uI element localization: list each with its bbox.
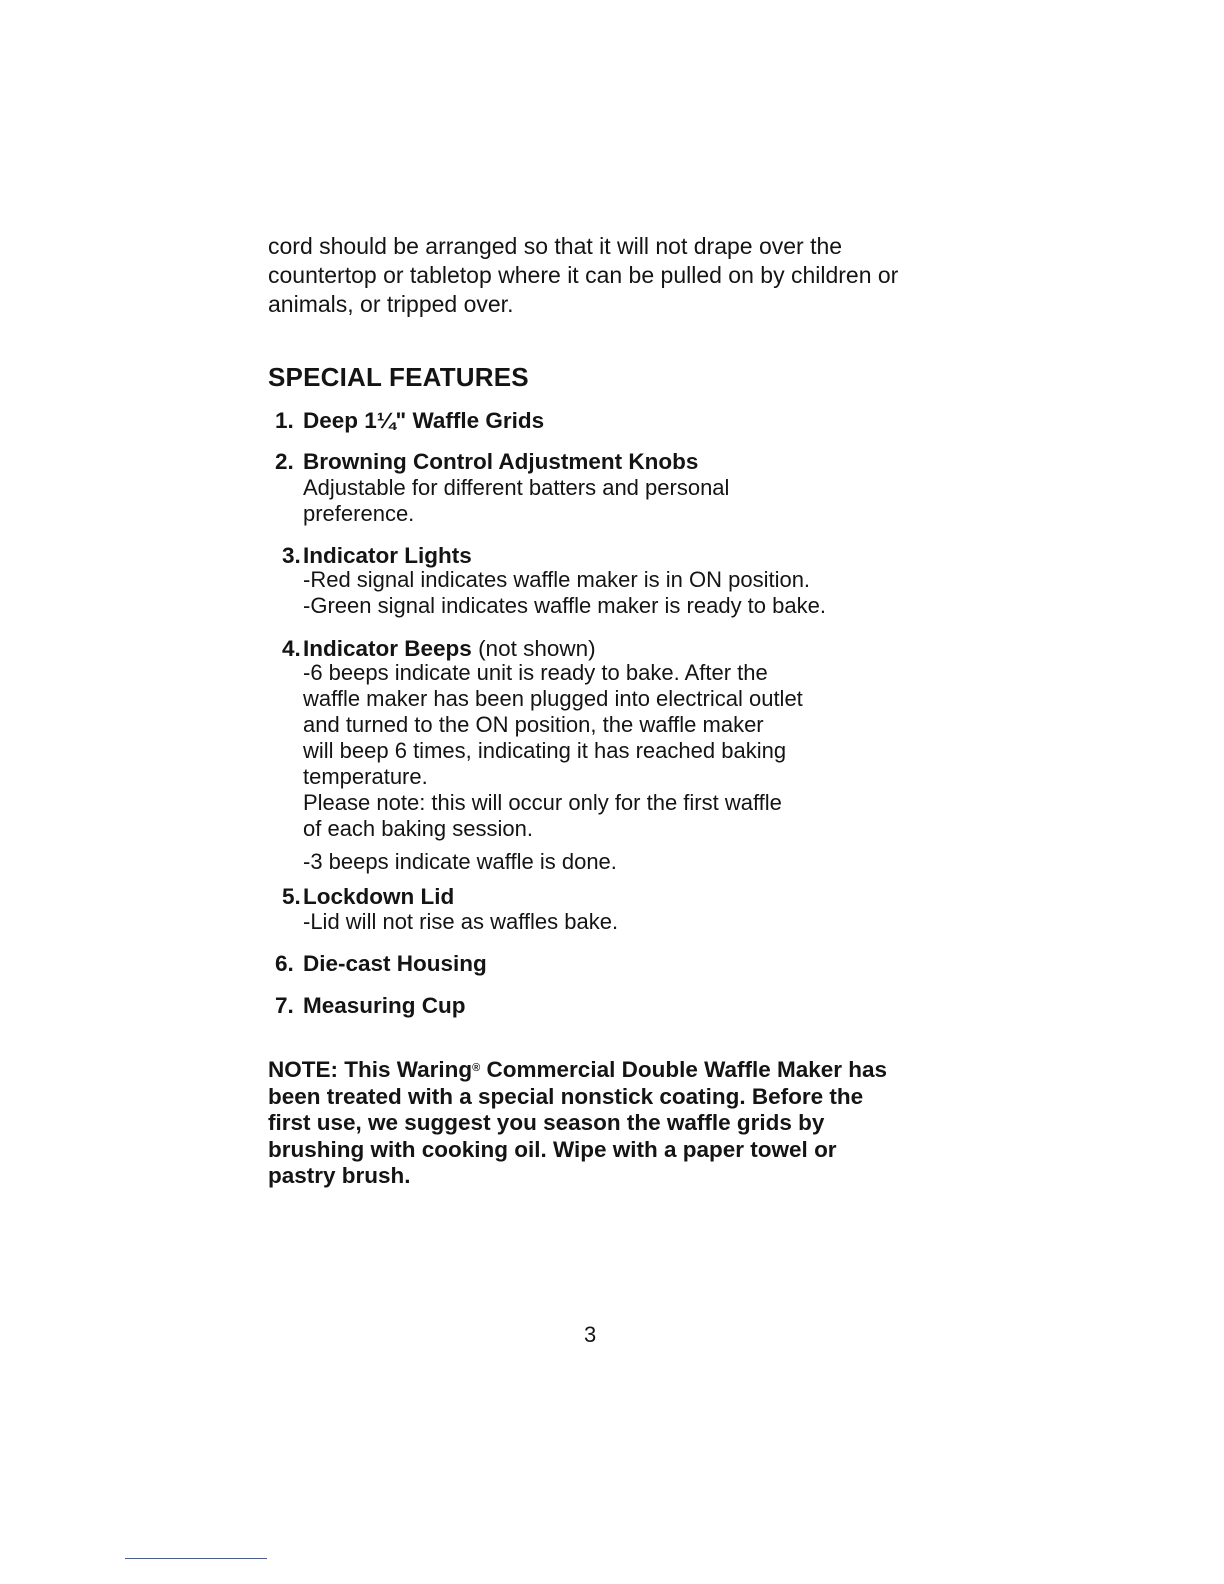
feature-number: 1. <box>275 408 294 433</box>
feature-number: 4. <box>282 636 301 661</box>
description-line: -Red signal indicates waffle maker is in ON position. <box>303 567 811 592</box>
feature-title: Die-cast Housing <box>303 951 487 976</box>
registered-mark: ® <box>472 1062 481 1074</box>
description-line: waffle maker has been plugged into electrical outlet <box>303 686 803 711</box>
note-paragraph <box>268 1055 908 1190</box>
description-line: temperature. <box>303 764 428 789</box>
intro-paragraph: cord should be arranged so that it will not drape over the countertop or tabletop where it can be pulled on by children or animals, or tripped over. <box>268 233 899 317</box>
description-line: will beep 6 times, indicating it has reached baking <box>303 738 787 763</box>
feature-number: 2. <box>275 449 294 474</box>
description-line: and turned to the ON position, the waffle maker <box>303 712 764 737</box>
feature-title: Browning Control Adjustment Knobs <box>303 449 699 474</box>
description-line: -Green signal indicates waffle maker is ready to bake. <box>303 593 826 618</box>
description-line: -Lid will not rise as waffles bake. <box>303 909 619 934</box>
feature-description <box>303 909 618 935</box>
description-line: of each baking session. <box>303 816 533 841</box>
feature-title: Indicator Lights <box>303 543 472 568</box>
page-number: 3 <box>584 1322 597 1347</box>
feature-number: 5. <box>282 884 301 909</box>
feature-number: 3. <box>282 543 301 568</box>
section-heading: SPECIAL FEATURES <box>268 362 529 392</box>
description-line: Please note: this will occur only for the first waffle <box>303 790 782 815</box>
feature-description-extra: -3 beeps indicate waffle is done. <box>303 849 617 874</box>
feature-description <box>303 567 826 619</box>
feature-description <box>303 475 729 527</box>
feature-title-text: Indicator Beeps <box>303 636 472 661</box>
feature-title: Deep 1¼" Waffle Grids <box>303 408 545 433</box>
feature-description <box>303 660 803 842</box>
feature-number: 7. <box>275 993 294 1018</box>
feature-number: 6. <box>275 951 294 976</box>
description-line: preference. <box>303 501 415 526</box>
feature-title: Lockdown Lid <box>303 884 455 909</box>
feature-title-note: (not shown) <box>478 636 596 661</box>
footnote-rule <box>125 1558 267 1559</box>
feature-title <box>303 636 596 662</box>
description-line: -6 beeps indicate unit is ready to bake. After the <box>303 660 768 685</box>
note-text: Commercial Double Waffle Maker has been treated with a special nonstick coating. Before the first use, we suggest you season the waffle grids by brushing with cooking oil. Wipe with a paper towel or pastry brush. <box>268 1057 888 1188</box>
description-line: Adjustable for different batters and personal <box>303 475 730 500</box>
note-prefix: NOTE: This Waring <box>268 1057 473 1082</box>
feature-title: Measuring Cup <box>303 993 466 1018</box>
